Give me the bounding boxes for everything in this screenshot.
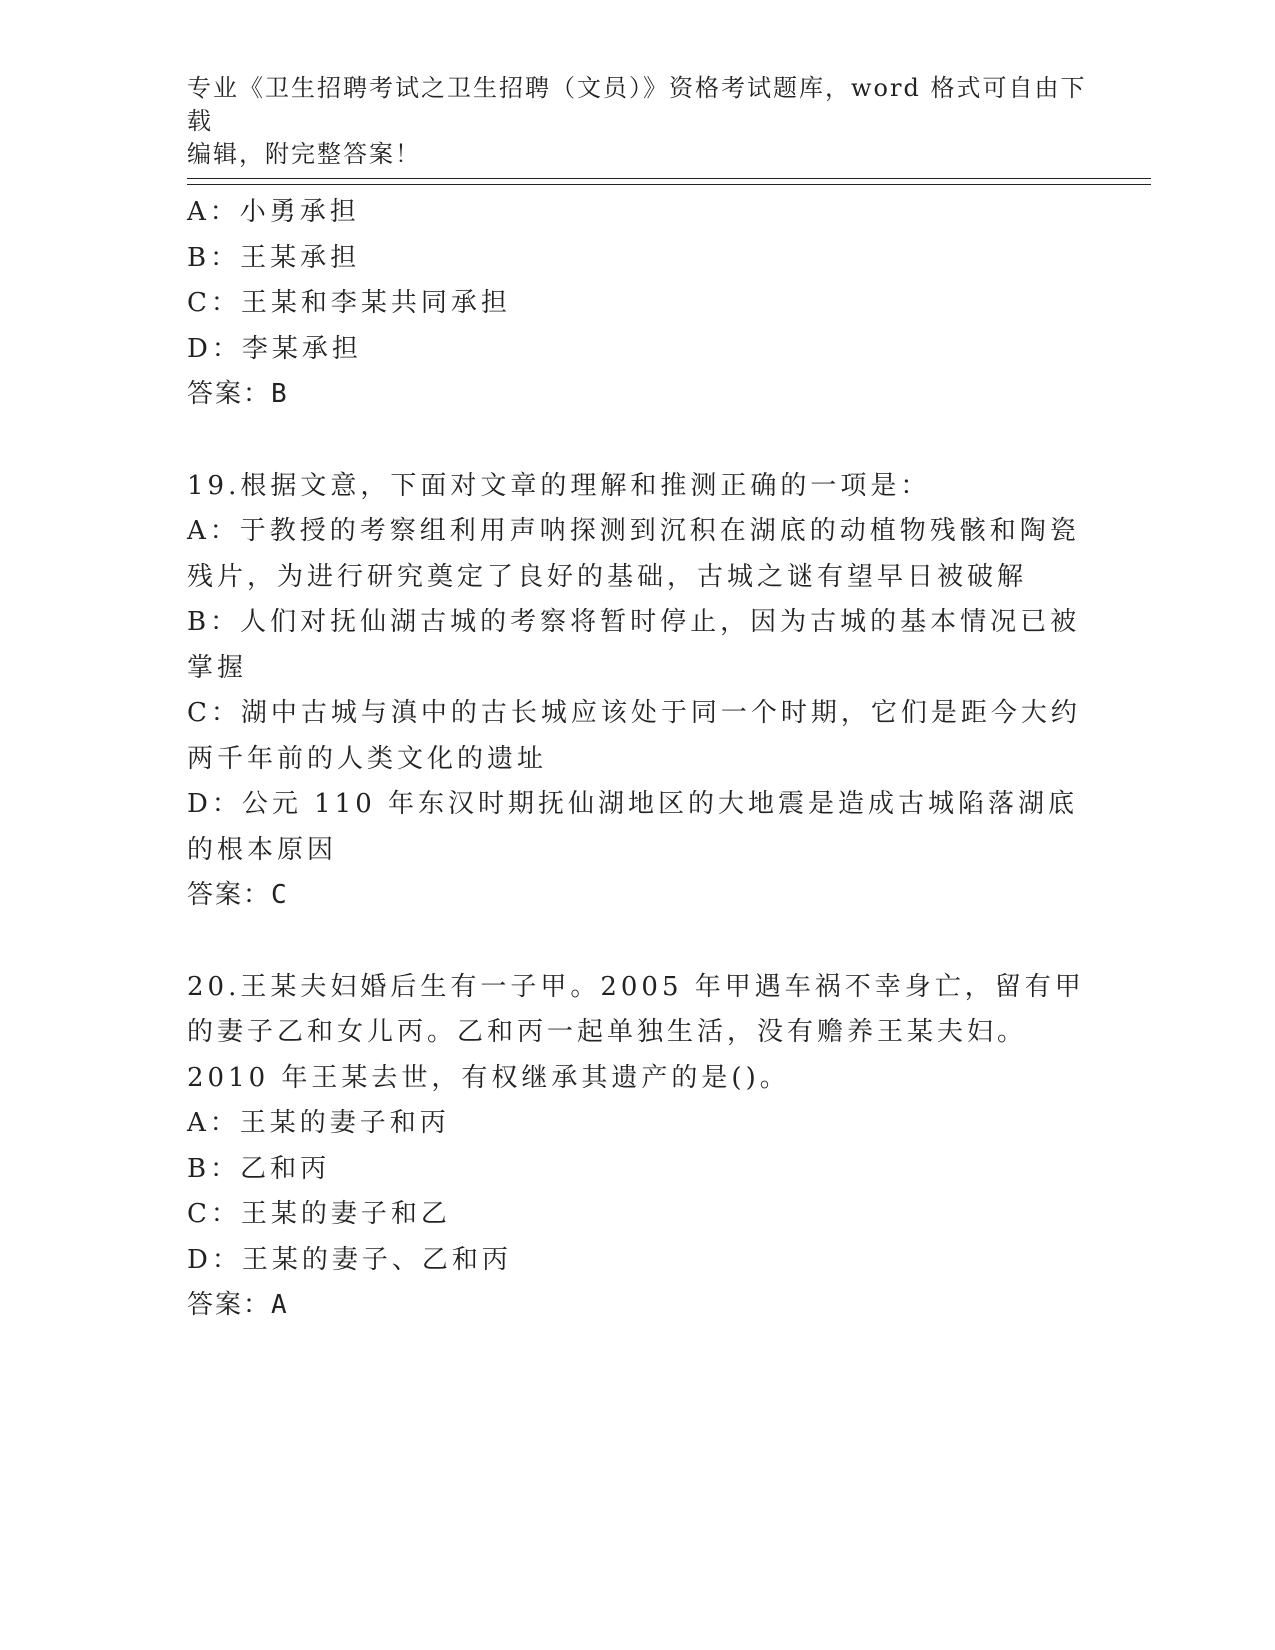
question-18-option-a: A：小勇承担 bbox=[187, 197, 360, 227]
question-18-option-c: C：王某和李某共同承担 bbox=[187, 288, 511, 318]
question-20-option-a: A：王某的妻子和丙 bbox=[187, 1108, 450, 1138]
question-18-option-b: B：王某承担 bbox=[187, 242, 361, 273]
question-20-stem: 20.王某夫妇婚后生有一子甲。2005 年甲遇车祸不幸身亡，留有甲的妻子乙和女儿丙。乙和丙一起单独生活，没有赡养王某夫妇。2010 年王某去世，有权继承其遗产的是()。 bbox=[187, 971, 1085, 1093]
question-20-answer bbox=[187, 1283, 1087, 1329]
question-19 bbox=[187, 464, 1087, 919]
document-header bbox=[187, 72, 1087, 171]
question-19-option-a: A：于教授的考察组利用声呐探测到沉积在湖底的动植物残骸和陶瓷残片，为进行研究奠定了良好的基础，古城之谜有望早日被破解 bbox=[187, 516, 1080, 592]
question-19-answer bbox=[187, 873, 1087, 919]
answer-label: 答案： bbox=[187, 1290, 272, 1320]
question-20 bbox=[187, 965, 1087, 1329]
question-18-option-d: D：李某承担 bbox=[187, 333, 362, 364]
question-19-option-d: D：公元 110 年东汉时期抚仙湖地区的大地震是造成古城陷落湖底的根本原因 bbox=[187, 789, 1079, 865]
answer-value: C bbox=[271, 880, 289, 910]
question-19-option-b: B：人们对抚仙湖古城的考察将暂时停止，因为古城的基本情况已被掌握 bbox=[187, 607, 1081, 683]
question-19-option-c: C：湖中古城与滇中的古长城应该处于同一个时期，它们是距今大约两千年前的人类文化的遗址 bbox=[187, 698, 1081, 774]
answer-value: A bbox=[271, 1290, 289, 1320]
answer-value: B bbox=[271, 379, 289, 409]
question-19-stem: 19.根据文意，下面对文章的理解和推测正确的一项是： bbox=[187, 470, 931, 501]
question-20-option-d: D：王某的妻子、乙和丙 bbox=[187, 1244, 512, 1275]
question-18-tail bbox=[187, 190, 1087, 418]
question-spacer bbox=[187, 919, 1087, 965]
header-divider bbox=[187, 178, 1151, 185]
header-title-line-1: 专业《卫生招聘考试之卫生招聘（文员）》资格考试题库，word 格式可自由下载 bbox=[187, 74, 1087, 135]
question-18-answer bbox=[187, 372, 1087, 418]
answer-label: 答案： bbox=[187, 379, 272, 409]
header-title-line-2: 编辑，附完整答案！ bbox=[187, 140, 421, 168]
question-list bbox=[187, 190, 1087, 1329]
question-spacer bbox=[187, 418, 1087, 464]
answer-label: 答案： bbox=[187, 880, 272, 910]
question-20-option-c: C：王某的妻子和乙 bbox=[187, 1199, 451, 1229]
question-20-option-b: B：乙和丙 bbox=[187, 1153, 331, 1184]
